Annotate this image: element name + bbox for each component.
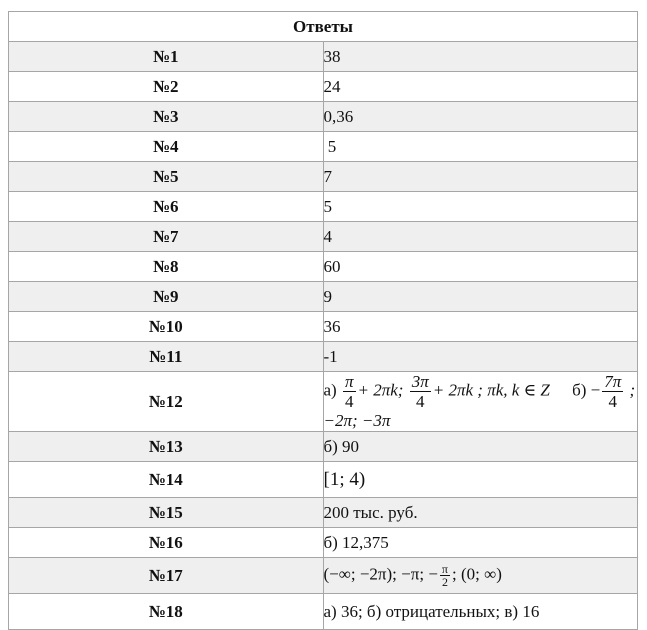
- part-b-label: б): [572, 380, 587, 400]
- task-answer: [1; 4): [323, 462, 638, 498]
- task-answer-formula: [323, 372, 638, 432]
- fraction-denominator: 4: [415, 392, 425, 411]
- fraction-denominator: 2: [441, 575, 448, 589]
- task-answer: 5: [323, 192, 638, 222]
- task-number: №6: [9, 192, 324, 222]
- task-answer: 200 тыс. руб.: [323, 498, 638, 528]
- table-row: [9, 162, 638, 192]
- fraction-numerator: π: [344, 372, 354, 391]
- minus-sign: −: [428, 564, 438, 584]
- fraction: [410, 372, 431, 411]
- table-row: [9, 594, 638, 630]
- minus-sign: −: [590, 380, 601, 400]
- formula-term: (−∞; −2π);: [323, 564, 397, 584]
- task-answer: 24: [323, 72, 638, 102]
- fraction-numerator: 7π: [604, 372, 622, 391]
- fraction-denominator: 4: [608, 392, 618, 411]
- fraction: [343, 372, 356, 411]
- table-row: [9, 342, 638, 372]
- task-answer: а) 36; б) отрицательных; в) 16: [323, 594, 638, 630]
- table-row: [9, 312, 638, 342]
- task-number: №15: [9, 498, 324, 528]
- table-row: [9, 282, 638, 312]
- formula-term: πk, k ∈ Z: [487, 380, 550, 400]
- task-number: №17: [9, 558, 324, 594]
- task-answer: 36: [323, 312, 638, 342]
- task-number: №1: [9, 42, 324, 72]
- table-row: [9, 498, 638, 528]
- part-a-label: а): [323, 380, 337, 400]
- formula-term: ; −2π; −3π: [323, 380, 636, 430]
- task-number: №13: [9, 432, 324, 462]
- table-row: [9, 132, 638, 162]
- table-row: [9, 528, 638, 558]
- table-row: [9, 372, 638, 432]
- task-number: №16: [9, 528, 324, 558]
- task-answer: 7: [323, 162, 638, 192]
- formula-term: + 2πk;: [357, 380, 404, 400]
- task-answer: 5: [323, 132, 638, 162]
- task-number: №4: [9, 132, 324, 162]
- fraction: [440, 563, 450, 588]
- task-number: №9: [9, 282, 324, 312]
- fraction: [602, 372, 623, 411]
- task-answer: 38: [323, 42, 638, 72]
- task-answer: б) 90: [323, 432, 638, 462]
- task-answer: 0,36: [323, 102, 638, 132]
- task-number: №3: [9, 102, 324, 132]
- table-row: [9, 252, 638, 282]
- task-number: №2: [9, 72, 324, 102]
- formula-term: −π;: [401, 564, 425, 584]
- task-answer: б) 12,375: [323, 528, 638, 558]
- task-number: №12: [9, 372, 324, 432]
- fraction-numerator: π: [441, 562, 448, 576]
- task-number: №11: [9, 342, 324, 372]
- table-row: [9, 432, 638, 462]
- fraction-numerator: 3π: [411, 372, 429, 391]
- task-number: №8: [9, 252, 324, 282]
- task-number: №7: [9, 222, 324, 252]
- table-row: [9, 42, 638, 72]
- table-row: [9, 72, 638, 102]
- table-row: [9, 222, 638, 252]
- formula-term: ;: [451, 564, 457, 584]
- formula-term: (0; ∞): [460, 564, 502, 584]
- fraction-denominator: 4: [344, 392, 354, 411]
- answers-table: [8, 11, 638, 630]
- task-number: №18: [9, 594, 324, 630]
- table-row: [9, 462, 638, 498]
- task-number: №14: [9, 462, 324, 498]
- task-answer: 4: [323, 222, 638, 252]
- table-title: Ответы: [9, 12, 638, 42]
- task-answer: 60: [323, 252, 638, 282]
- table-row: [9, 102, 638, 132]
- table-row: [9, 192, 638, 222]
- task-answer: -1: [323, 342, 638, 372]
- task-answer: 9: [323, 282, 638, 312]
- task-answer-formula: [323, 558, 638, 594]
- task-number: №10: [9, 312, 324, 342]
- formula-term: + 2πk ;: [432, 380, 483, 400]
- table-row: [9, 558, 638, 594]
- task-number: №5: [9, 162, 324, 192]
